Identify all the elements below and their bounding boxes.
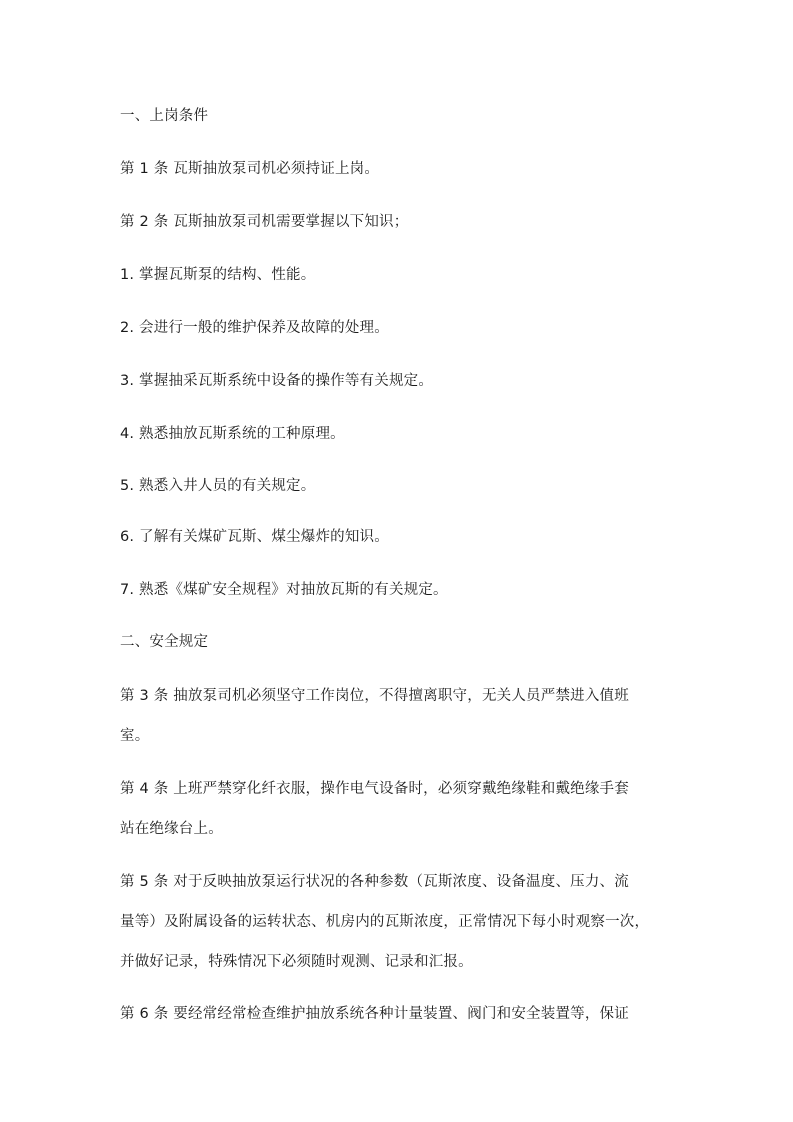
article-1: 第 1 条 瓦斯抽放泵司机必须持证上岗。 (120, 161, 380, 177)
list-item-3: 3. 掌握抽采瓦斯系统中设备的操作等有关规定。 (120, 373, 434, 389)
article-3-line-1: 第 3 条 抽放泵司机必须坚守工作岗位，不得擅离职守，无关人员严禁进入值班 (120, 688, 629, 704)
section-heading-qualifications: 一、上岗条件 (120, 108, 209, 124)
article-5-line-3: 并做好记录，特殊情况下必须随时观测、记录和汇报。 (120, 954, 473, 970)
article-2: 第 2 条 瓦斯抽放泵司机需要掌握以下知识； (120, 214, 409, 230)
article-4-line-1: 第 4 条 上班严禁穿化纤衣服，操作电气设备时，必须穿戴绝缘鞋和戴绝缘手套 (120, 781, 629, 797)
section-heading-safety: 二、安全规定 (120, 634, 209, 650)
article-5-line-2: 量等）及附属设备的运转状态、机房内的瓦斯浓度，正常情况下每小时观察一次， (120, 914, 650, 930)
list-item-6: 6. 了解有关煤矿瓦斯、煤尘爆炸的知识。 (120, 529, 389, 545)
list-item-5: 5. 熟悉入井人员的有关规定。 (120, 478, 316, 494)
article-6-line-1: 第 6 条 要经常经常检查维护抽放系统各种计量装置、阀门和安全装置等，保证 (120, 1006, 629, 1022)
list-item-7: 7. 熟悉《煤矿安全规程》对抽放瓦斯的有关规定。 (120, 582, 448, 598)
article-4-line-2: 站在绝缘台上。 (120, 821, 223, 837)
article-3-line-2: 室。 (120, 728, 150, 744)
list-item-2: 2. 会进行一般的维护保养及故障的处理。 (120, 320, 389, 336)
list-item-1: 1. 掌握瓦斯泵的结构、性能。 (120, 267, 316, 283)
list-item-4: 4. 熟悉抽放瓦斯系统的工种原理。 (120, 426, 345, 442)
article-5-line-1: 第 5 条 对于反映抽放泵运行状况的各种参数（瓦斯浓度、设备温度、压力、流 (120, 874, 629, 890)
